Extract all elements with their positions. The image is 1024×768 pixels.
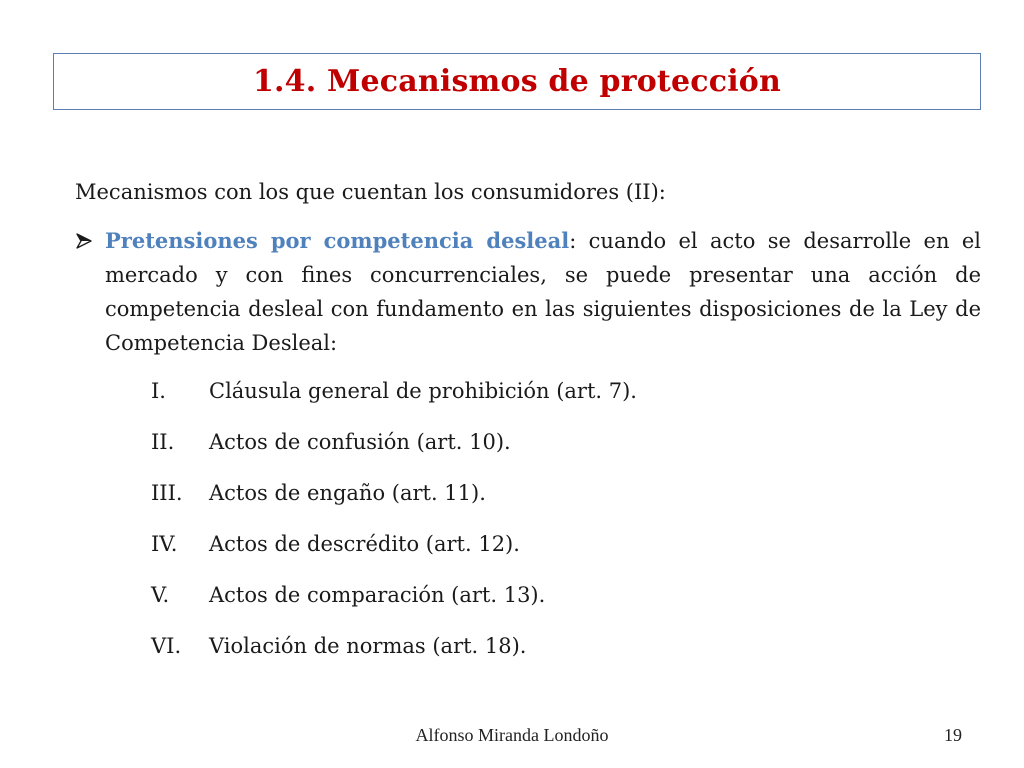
- bullet-paragraph: [105, 224, 981, 360]
- list-text: Actos de comparación (art. 13).: [209, 583, 546, 607]
- list-text: Cláusula general de prohibición (art. 7).: [209, 379, 637, 403]
- list-item: [75, 527, 981, 578]
- list-item: [75, 374, 981, 425]
- list-text: Actos de descrédito (art. 12).: [209, 532, 520, 556]
- arrow-bullet-icon: [75, 232, 93, 250]
- list-item: [75, 476, 981, 527]
- list-numeral: VI.: [151, 634, 182, 658]
- list-text: Violación de normas (art. 18).: [209, 634, 527, 658]
- list-numeral: I.: [151, 379, 166, 403]
- bullet-body-text: : cuando el acto se desarrolle en el mercado y con fines concurrenciales, se puede presentar una acción de competencia desleal con fundamento en las siguientes disposiciones de la Ley de Competencia Desleal:: [105, 229, 981, 355]
- page-number: 19: [944, 725, 962, 745]
- bullet-lead-text: Pretensiones por competencia desleal: [105, 228, 570, 253]
- slide-body: [75, 172, 981, 680]
- bullet-item: [75, 224, 981, 360]
- list-text: Actos de confusión (art. 10).: [209, 430, 511, 454]
- list-item: [75, 578, 981, 629]
- list-numeral: II.: [151, 430, 175, 454]
- slide-title: 1.4. Mecanismos de protección: [252, 64, 782, 99]
- list-text: Actos de engaño (art. 11).: [209, 481, 486, 505]
- list-numeral: V.: [151, 583, 170, 607]
- list-item: [75, 629, 981, 680]
- roman-list: [75, 374, 981, 680]
- list-numeral: III.: [151, 481, 183, 505]
- intro-text: Mecanismos con los que cuentan los consumidores (II):: [75, 180, 666, 204]
- footer-author: Alfonso Miranda Londoño: [415, 725, 609, 745]
- list-numeral: IV.: [151, 532, 178, 556]
- title-box: [53, 53, 981, 110]
- list-item: [75, 425, 981, 476]
